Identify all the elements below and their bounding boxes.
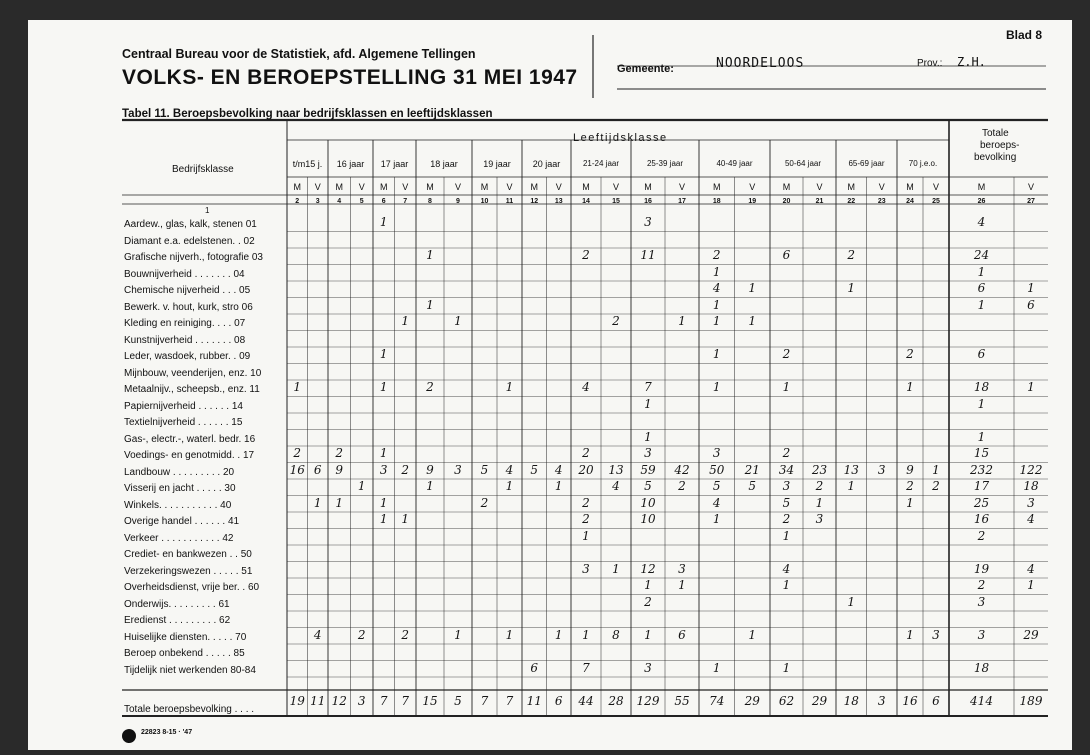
table-cell: 2 (335, 446, 344, 460)
table-cell: 1 (426, 248, 434, 262)
census-title: VOLKS- EN BEROEPSTELLING 31 MEI 1947 (122, 66, 578, 89)
age-group-label: 16 jaar (336, 159, 365, 169)
table-cell: 1 (847, 479, 856, 493)
table-cell: 21 (744, 462, 760, 477)
column-number: 6 (381, 198, 386, 205)
sex-label: M (906, 182, 914, 192)
table-cell: 1 (1027, 578, 1035, 592)
sex-label: M (582, 182, 590, 192)
row-label: Landbouw . . . . . . . . . 20 (124, 466, 235, 478)
row-label: Huiselijke diensten. . . . . 70 (124, 631, 247, 643)
row-label: Verkeer . . . . . . . . . . . 42 (124, 532, 234, 544)
table-cell: 3 (712, 446, 721, 460)
row-label: Kleding en reiniging. . . . 07 (124, 318, 246, 329)
total-cell: 7 (379, 694, 388, 708)
table-cell: 3 (379, 462, 388, 477)
table-cell: 8 (612, 627, 620, 642)
total-cell: 16 (902, 694, 918, 708)
print-code: 22823 8-15 · '47 (141, 729, 193, 736)
table-cell: 1 (1027, 281, 1035, 295)
table-cell: 2 (293, 446, 302, 460)
age-group-label: 18 jaar (430, 159, 458, 169)
sex-label: V (506, 182, 513, 192)
total-cell: 414 (970, 694, 993, 708)
table-cell: 5 (480, 462, 489, 477)
table-cell: 1 (977, 297, 986, 312)
table-cell: 25 (973, 495, 990, 510)
table-cell: 1 (454, 314, 462, 328)
table-cell: 4 (782, 561, 791, 576)
table-cell: 5 (782, 495, 791, 510)
table-cell: 3 (932, 627, 940, 642)
table-cell: 2 (401, 627, 410, 642)
table-cell: 1 (712, 297, 721, 312)
row-label: Kunstnijverheid . . . . . . . 08 (124, 334, 246, 346)
table-cell: 6 (782, 248, 791, 262)
table-cell: 3 (1027, 495, 1035, 510)
total-cell: 44 (578, 694, 594, 708)
gemeente-label: Gemeente: (617, 63, 674, 75)
table-cell: 1 (906, 627, 914, 642)
row-label: Leder, wasdoek, rubber. . 09 (124, 351, 251, 362)
table-cell: 4 (582, 380, 590, 394)
column-number: 16 (644, 198, 652, 205)
table-cell: 3 (644, 446, 652, 460)
table-cell: 1 (379, 495, 388, 510)
table-cell: 7 (582, 660, 590, 675)
table-cell: 2 (782, 446, 791, 460)
sex-label: M (713, 182, 721, 192)
sheet-label: Blad 8 (1006, 28, 1043, 42)
column-number: 21 (815, 198, 824, 205)
age-group-label: 70 j.e.o. (908, 159, 938, 168)
table-cell: 1 (644, 627, 652, 642)
table-cell: 1 (977, 396, 986, 411)
sex-label: M (335, 182, 343, 192)
column-number: 7 (403, 198, 408, 205)
row-label: Bouwnijverheid . . . . . . . 04 (124, 268, 245, 280)
table-cell: 19 (973, 561, 990, 576)
table-caption: Tabel 11. Beroepsbevolking naar bedrijfsklassen en leeftijdsklassen (122, 108, 493, 120)
column-number: 19 (748, 198, 757, 205)
table-cell: 1 (379, 380, 388, 394)
column-number: 4 (337, 198, 342, 205)
column-number: 9 (456, 198, 460, 205)
sex-label: V (749, 182, 756, 192)
sex-label: V (358, 182, 365, 192)
table-cell: 1 (426, 479, 434, 493)
table-cell: 9 (906, 462, 914, 477)
sex-label: M (530, 182, 538, 192)
table-cell: 2 (977, 528, 986, 543)
table-cell: 17 (973, 479, 990, 493)
table-cell: 1 (977, 429, 986, 444)
total-cell: 11 (310, 694, 326, 708)
table-cell: 16 (973, 512, 990, 526)
sex-label: M (782, 182, 791, 192)
total-cell: 3 (357, 694, 366, 708)
table-cell: 2 (906, 347, 914, 361)
total-cell: 18 (843, 694, 859, 708)
table-cell: 1 (847, 594, 856, 609)
table-cell: 4 (1027, 561, 1035, 576)
column-number: 13 (554, 198, 563, 205)
table-cell: 1 (782, 380, 791, 394)
table-cell: 1 (748, 627, 757, 642)
table-cell: 4 (1027, 512, 1035, 526)
table-cell: 34 (778, 462, 795, 477)
table-cell: 2 (712, 248, 721, 262)
total-cell: 7 (401, 694, 410, 708)
total-cell: 7 (480, 694, 489, 708)
table-cell: 2 (582, 446, 590, 460)
row-label: Eredienst . . . . . . . . . 62 (124, 615, 231, 626)
sex-label: V (816, 182, 823, 192)
table-cell: 2 (644, 594, 652, 609)
table-cell: 2 (906, 479, 914, 493)
row-label: Voedings- en genotmidd. . 17 (124, 450, 255, 461)
table-cell: 5 (530, 462, 539, 477)
age-group-label: 19 jaar (483, 159, 511, 169)
table-cell: 3 (644, 660, 652, 675)
table-cell: 4 (712, 495, 721, 510)
table-cell: 4 (612, 479, 620, 493)
table-cell: 3 (977, 627, 986, 642)
table-cell: 232 (970, 462, 993, 477)
column-number: 25 (932, 198, 940, 205)
table-cell: 20 (578, 462, 594, 477)
row-label: Chemische nijverheid . . . 05 (124, 285, 251, 296)
table-cell: 2 (612, 314, 620, 328)
total-header-line-1: Totale (982, 128, 1009, 139)
table-cell: 1 (678, 578, 686, 592)
age-group-label: 20 jaar (532, 159, 561, 169)
table-cell: 2 (582, 512, 590, 526)
table-cell: 1 (1027, 380, 1035, 394)
table-cell: 1 (644, 578, 652, 592)
sex-label: M (977, 182, 986, 192)
table-cell: 2 (782, 512, 791, 526)
table-cell: 2 (782, 347, 791, 361)
sex-label: V (555, 182, 562, 192)
column-number: 23 (877, 198, 886, 205)
column-number: 18 (712, 198, 721, 205)
table-cell: 1 (847, 281, 856, 295)
total-cell: 55 (674, 694, 690, 708)
row-label: Crediet- en bankwezen . . 50 (124, 549, 252, 560)
table-cell: 6 (313, 462, 322, 477)
table-cell: 1 (906, 495, 914, 510)
table-cell: 11 (640, 248, 656, 262)
table-cell: 2 (480, 495, 489, 510)
table-cell: 29 (1023, 627, 1039, 642)
age-group-label: 21-24 jaar (582, 159, 620, 168)
table-cell: 3 (782, 479, 791, 493)
sex-label: M (380, 182, 388, 192)
row-label: Textielnijverheid . . . . . . 15 (124, 417, 243, 428)
total-cell: 6 (554, 694, 563, 708)
table-cell: 3 (582, 561, 590, 576)
table-cell: 3 (454, 462, 462, 477)
table-cell: 6 (977, 347, 986, 361)
stub-header: Bedrijfsklasse (172, 164, 234, 175)
total-cell: 29 (811, 694, 828, 708)
sex-label: M (293, 182, 301, 192)
table-cell: 42 (674, 462, 690, 477)
total-cell: 129 (636, 694, 660, 708)
row-label: Metaalnijv., scheepsb., enz. 11 (124, 384, 260, 395)
total-cell: 62 (778, 694, 795, 708)
table-cell: 1 (554, 479, 563, 493)
sex-label: V (878, 182, 885, 192)
table-cell: 9 (335, 462, 344, 477)
table-cell: 1 (401, 512, 410, 526)
table-cell: 4 (505, 462, 514, 477)
total-cell: 29 (744, 694, 760, 708)
table-cell: 1 (582, 627, 590, 642)
table-cell: 122 (1019, 462, 1043, 477)
table-cell: 1 (505, 627, 514, 642)
table-cell: 59 (640, 462, 656, 477)
column-number: 26 (977, 198, 986, 205)
row-label: Beroep onbekend . . . . . 85 (124, 648, 245, 659)
row-label: Winkels. . . . . . . . . . . 40 (124, 499, 232, 511)
total-cell: 74 (709, 694, 725, 708)
sex-label: M (847, 182, 855, 192)
row-label: Grafische nijverh., fotografie 03 (124, 252, 263, 263)
table-cell: 1 (505, 479, 514, 493)
sex-label: V (314, 182, 321, 192)
table-cell: 3 (877, 462, 886, 477)
table-cell: 4 (554, 462, 563, 477)
sex-label: V (678, 182, 685, 192)
sex-label: V (612, 182, 619, 192)
table-cell: 2 (815, 479, 824, 493)
sex-label: M (426, 182, 434, 192)
table-cell: 1 (426, 297, 434, 312)
table-cell: 2 (977, 578, 986, 592)
table-cell: 6 (1027, 297, 1035, 312)
total-cell: 28 (608, 694, 624, 708)
table-cell: 1 (313, 495, 322, 510)
row-label: Overheidsdienst, vrije ber. . 60 (124, 582, 260, 593)
table-cell: 1 (454, 627, 462, 642)
column-number: 5 (359, 198, 364, 205)
table-cell: 4 (977, 215, 986, 229)
table-cell: 2 (932, 479, 940, 493)
table-cell: 1 (612, 561, 620, 576)
row-label: Visserij en jacht . . . . . 30 (124, 483, 236, 494)
table-cell: 1 (401, 314, 410, 328)
total-cell: 15 (422, 694, 438, 708)
table-cell: 2 (847, 248, 856, 262)
row-label: Gas-, electr.-, waterl. bedr. 16 (124, 433, 256, 445)
table-cell: 23 (811, 462, 828, 477)
column-number: 14 (582, 198, 590, 205)
total-header-line-3: bevolking (974, 152, 1017, 163)
table-cell: 1 (357, 479, 366, 493)
column-number: 3 (315, 198, 320, 205)
total-cell: 11 (526, 694, 542, 708)
totals-label: Totale beroepsbevolking . . . . (124, 704, 255, 715)
column-number: 17 (678, 198, 686, 205)
age-group-label: 17 jaar (380, 159, 409, 169)
gemeente-value: NOORDELOOS (716, 56, 805, 71)
total-cell: 7 (505, 694, 514, 708)
stamp-logo (122, 729, 136, 743)
table-cell: 2 (582, 248, 590, 262)
column-number: 11 (505, 198, 514, 205)
column-number: 24 (906, 198, 914, 205)
table-cell: 13 (608, 462, 624, 477)
age-group-header: Leeftijdsklasse (573, 132, 668, 144)
table-cell: 24 (973, 248, 990, 262)
table-cell: 1 (748, 314, 757, 328)
total-cell: 5 (454, 694, 462, 708)
table-cell: 1 (293, 380, 302, 394)
total-cell: 6 (932, 694, 940, 708)
row-label: Overige handel . . . . . . 41 (124, 516, 240, 527)
table-cell: 1 (712, 264, 721, 279)
column-number: 27 (1027, 198, 1035, 205)
table-cell: 10 (640, 512, 656, 526)
table-cell: 1 (379, 215, 388, 229)
sex-label: V (402, 182, 409, 192)
table-cell: 6 (977, 281, 986, 295)
age-group-label: 25-39 jaar (646, 159, 684, 168)
table-cell: 2 (678, 479, 686, 493)
table-cell: 1 (906, 380, 914, 394)
row-label: Aardew., glas, kalk, stenen 01 (124, 219, 257, 230)
table-cell: 5 (712, 479, 721, 493)
sex-label: V (1027, 182, 1034, 192)
table-cell: 1 (644, 396, 652, 411)
row-label: Mijnbouw, veenderijen, enz. 10 (124, 367, 262, 379)
bureau-heading: Centraal Bureau voor de Statistiek, afd. Algemene Tellingen (122, 47, 476, 61)
table-cell: 1 (678, 314, 686, 328)
table-cell: 50 (709, 462, 725, 477)
table-cell: 13 (843, 462, 859, 477)
sex-label: M (480, 182, 489, 192)
row-label: Papiernijverheid . . . . . . 14 (124, 400, 243, 412)
total-cell: 12 (331, 694, 347, 708)
table-cell: 2 (357, 627, 366, 642)
census-sheet (28, 20, 1072, 750)
column-number: 10 (480, 198, 489, 205)
stub-column-number: 1 (205, 206, 210, 215)
row-label: Tijdelijk niet werkenden 80-84 (124, 664, 256, 676)
column-number: 2 (295, 198, 300, 205)
table-cell: 6 (678, 627, 686, 642)
table-cell: 1 (335, 495, 344, 510)
age-group-label: 65-69 jaar (848, 159, 885, 168)
province-label: Prov.: (917, 58, 943, 69)
table-cell: 3 (977, 594, 986, 609)
table-cell: 1 (712, 347, 721, 361)
table-cell: 1 (582, 528, 590, 543)
table-cell: 1 (379, 347, 388, 361)
row-label: Verzekeringswezen . . . . . 51 (124, 565, 253, 577)
table-cell: 1 (644, 429, 652, 444)
row-label: Onderwijs. . . . . . . . . 61 (124, 598, 230, 610)
table-cell: 6 (530, 660, 539, 675)
table-cell: 1 (815, 495, 824, 510)
table-cell: 3 (678, 561, 686, 576)
table-cell: 1 (712, 512, 721, 526)
table-cell: 3 (644, 215, 652, 229)
table-cell: 1 (932, 462, 940, 477)
table-cell: 5 (644, 479, 652, 493)
table-cell: 15 (973, 446, 990, 460)
column-number: 12 (530, 198, 539, 205)
total-cell: 19 (289, 694, 305, 708)
table-cell: 1 (977, 264, 986, 279)
age-group-label: t/m15 j. (292, 159, 323, 169)
total-cell: 189 (1019, 694, 1043, 708)
table-cell: 1 (712, 314, 721, 328)
province-value: Z.H. (957, 55, 986, 69)
table-cell: 1 (379, 446, 388, 460)
table-cell: 10 (640, 495, 656, 510)
sex-label: V (454, 182, 461, 192)
table-cell: 4 (313, 627, 322, 642)
table-cell: 18 (973, 380, 990, 394)
table-cell: 9 (426, 462, 434, 477)
table-cell: 4 (712, 281, 721, 295)
table-cell: 5 (748, 479, 757, 493)
table-cell: 1 (782, 528, 791, 543)
sex-label: V (932, 182, 939, 192)
table-cell: 7 (644, 380, 652, 394)
age-group-label: 50-64 jaar (784, 159, 822, 168)
table-cell: 3 (815, 512, 824, 526)
column-number: 8 (428, 198, 432, 205)
total-header-line-2: beroeps- (980, 140, 1020, 151)
sex-label: M (644, 182, 652, 192)
age-group-label: 40-49 jaar (716, 159, 753, 168)
table-cell: 1 (505, 380, 514, 394)
table-cell: 2 (426, 380, 434, 394)
table-cell: 1 (782, 660, 791, 675)
table-cell: 1 (554, 627, 563, 642)
table-cell: 1 (379, 512, 388, 526)
total-cell: 3 (877, 694, 886, 708)
row-label: Bewerk. v. hout, kurk, stro 06 (124, 301, 253, 313)
table-cell: 12 (640, 561, 656, 576)
table-cell: 2 (582, 495, 590, 510)
table-cell: 2 (401, 462, 410, 477)
table-cell: 1 (712, 660, 721, 675)
column-number: 22 (847, 198, 856, 205)
column-number: 15 (612, 198, 620, 205)
row-label: Diamant e.a. edelstenen. . 02 (124, 235, 255, 247)
table-cell: 18 (973, 660, 990, 675)
table-cell: 1 (748, 281, 757, 295)
table-cell: 1 (712, 380, 721, 394)
table-cell: 1 (782, 578, 791, 592)
column-number: 20 (782, 198, 791, 205)
table-cell: 16 (289, 462, 305, 477)
table-cell: 18 (1023, 479, 1039, 493)
